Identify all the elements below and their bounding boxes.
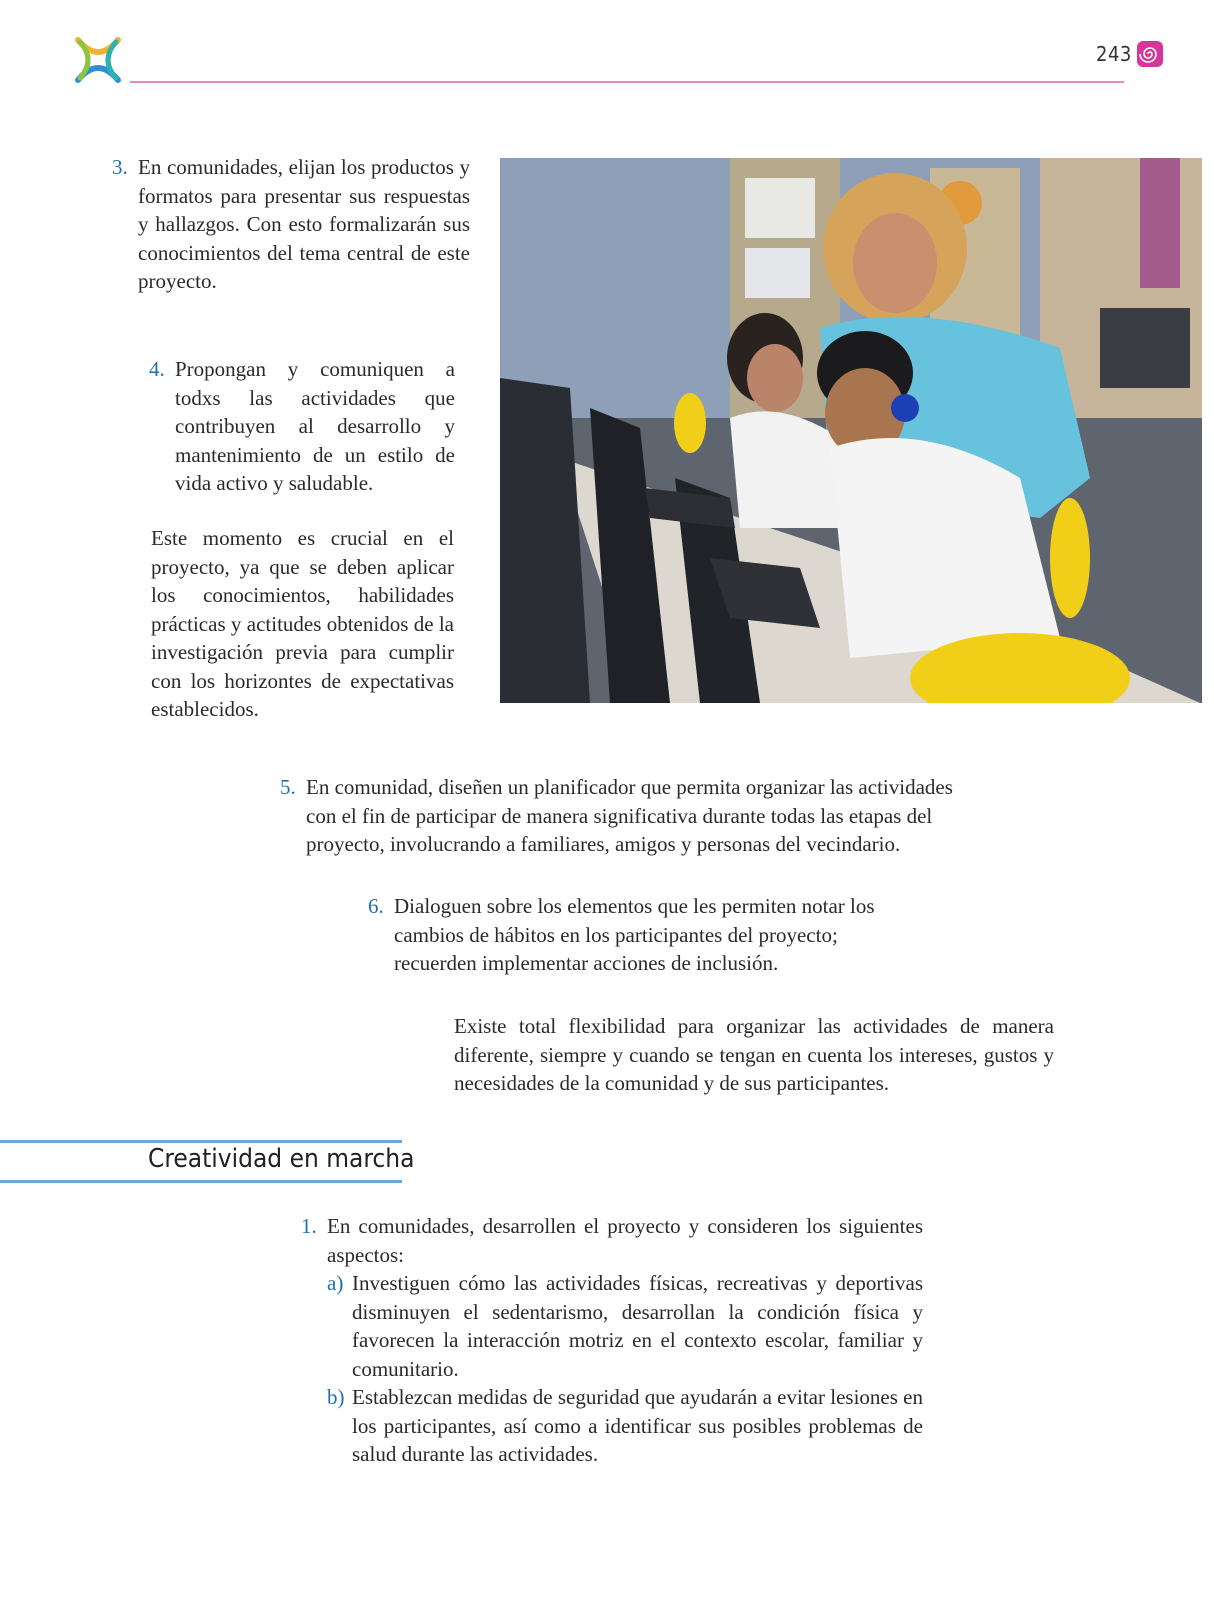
list-item-5 — [280, 773, 980, 859]
computer-lab-photo — [500, 158, 1202, 703]
page-number: 243 — [1096, 42, 1132, 66]
note-paragraph-crucial: Este momento es crucial en el proyecto, ya que se deben aplicar los conocimientos, habilidades prácticas y actitudes obtenidos de la investigación previa para cumplir con los horizontes de expectativas establecidos. — [151, 526, 454, 721]
sub-item-letter: b) — [327, 1385, 345, 1409]
item-number: 4. — [149, 357, 165, 381]
item-text: En comunidad, diseñen un planificador que permita organizar las actividades con el fin de participar de manera significativa durante todas las etapas del proyecto, involucrando a familiares, amigos y personas del vecindario. — [306, 775, 953, 856]
sub-item-text: Establezcan medidas de seguridad que ayudarán a evitar lesiones en los participantes, así como a identificar sus posibles problemas de salud durante las actividades. — [352, 1385, 923, 1466]
list-item-6 — [368, 892, 888, 978]
section-title: Creatividad en marcha — [148, 1144, 415, 1174]
note-paragraph-flexibility: Existe total flexibilidad para organizar las actividades de manera diferente, siempre y cuando se tengan en cuenta los intereses, gustos y necesidades de la comunidad y de sus participantes. — [454, 1014, 1054, 1095]
sub-item-text: Investiguen cómo las actividades físicas, recreativas y deportivas disminuyen el sedentarismo, desarrollan la condición física y favorecen la interacción motriz en el contexto escolar, familiar y comunitario. — [352, 1271, 923, 1381]
item-text: En comunidades, desarrollen el proyecto y consideren los siguientes aspectos: — [327, 1214, 923, 1267]
item-number: 5. — [280, 775, 296, 799]
section-list-item-1 — [301, 1212, 923, 1469]
crossed-arcs-logo-icon — [72, 34, 124, 86]
sub-item-letter: a) — [327, 1271, 344, 1295]
item-text: Dialoguen sobre los elementos que les permiten notar los cambios de hábitos en los participantes del proyecto; recuerden implementar acciones de inclusión. — [394, 894, 875, 975]
sub-item-b — [327, 1383, 923, 1469]
item-text: Propongan y comuniquen a todxs las actividades que contribuyen al desarrollo y mantenimiento de un estilo de vida activo y saludable. — [175, 357, 455, 495]
section-rule-top — [0, 1140, 402, 1143]
header-rule — [130, 81, 1124, 83]
item-number: 6. — [368, 894, 384, 918]
sub-item-a — [327, 1269, 923, 1383]
item-main — [301, 1212, 923, 1269]
item-number: 3. — [112, 155, 128, 179]
item-text: En comunidades, elijan los productos y formatos para presentar sus respuestas y hallazgos. Con esto formalizarán sus conocimientos del tema central de este proyecto. — [138, 155, 470, 293]
list-item-3 — [112, 153, 470, 296]
spiral-ornament-icon — [1136, 40, 1164, 68]
item-number: 1. — [301, 1214, 317, 1238]
list-item-4 — [149, 355, 455, 498]
sub-list — [301, 1269, 923, 1469]
section-rule-bottom — [0, 1180, 402, 1183]
